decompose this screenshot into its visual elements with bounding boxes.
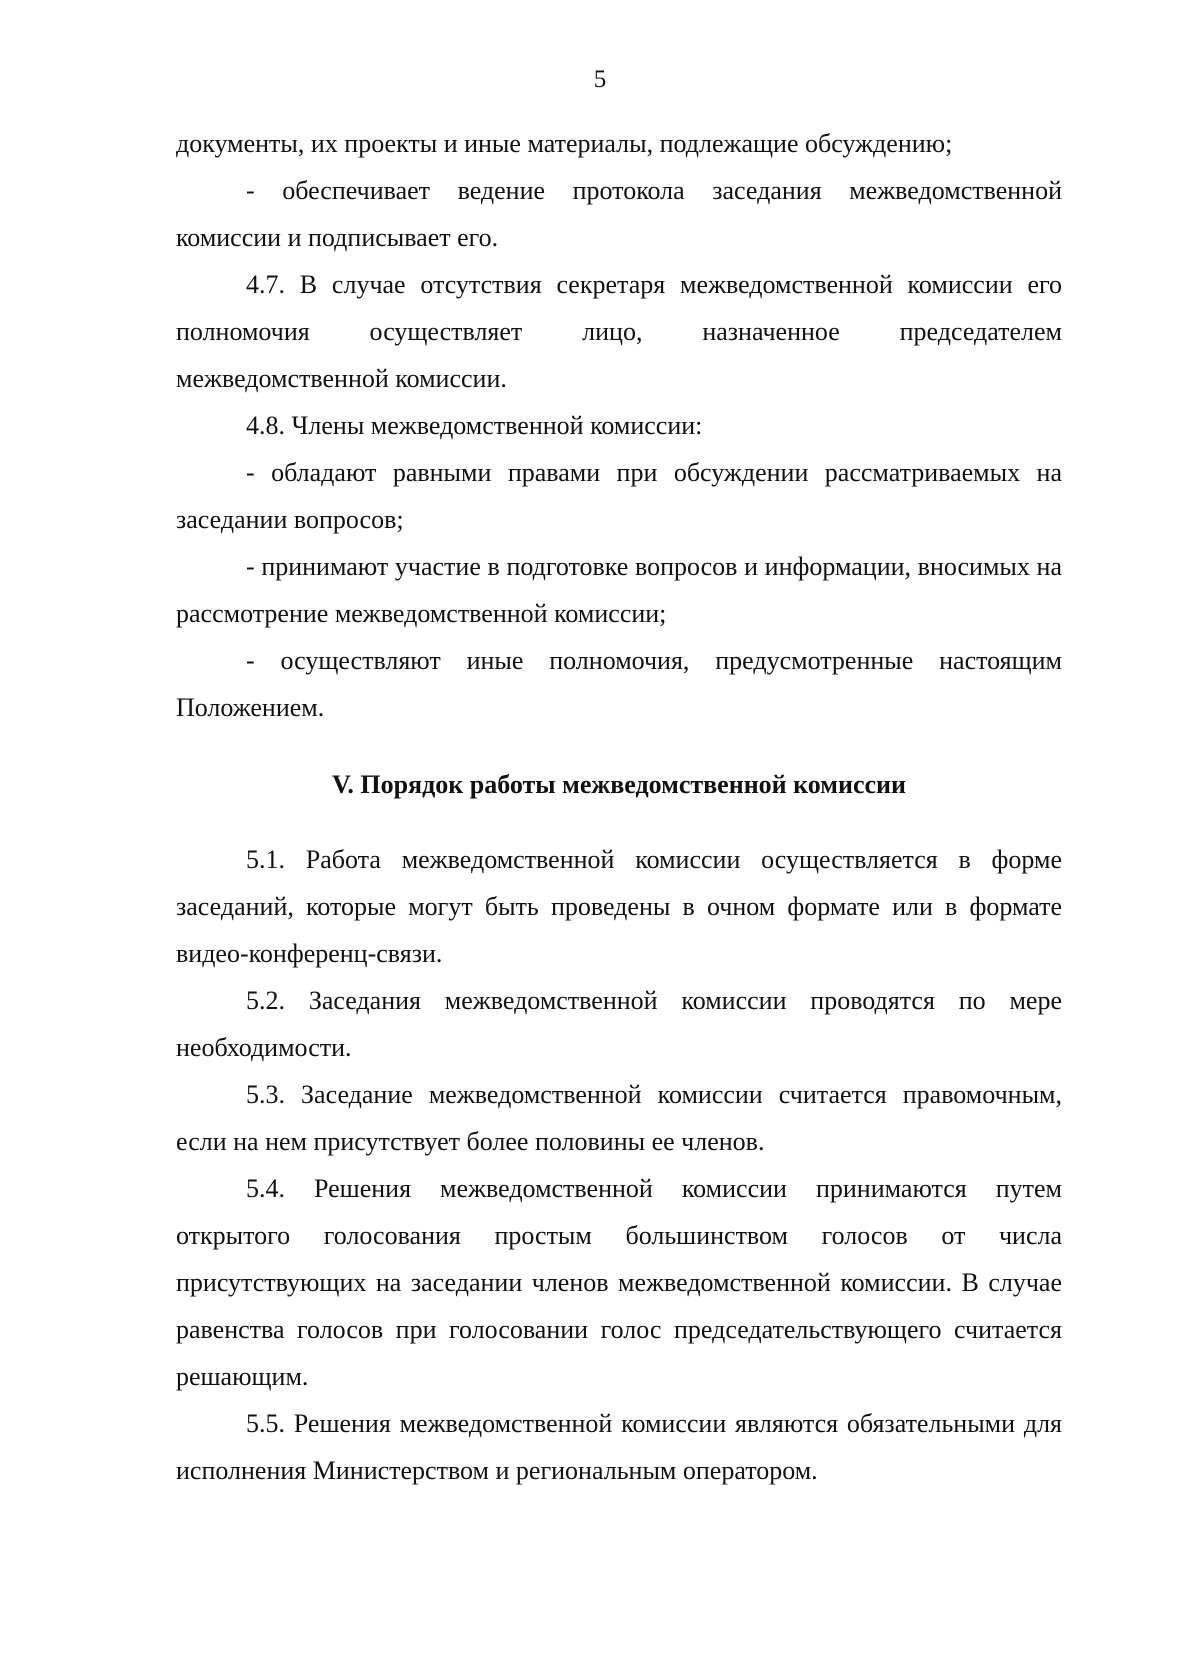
- document-body: [176, 120, 1062, 1494]
- paragraph: - осуществляют иные полномочия, предусмотренные настоящим Положением.: [176, 646, 1062, 722]
- paragraph: 5.1. Работа межведомственной комиссии осуществляется в форме заседаний, которые могут быть проведены в очном формате или в формате видео-конференц-связи.: [176, 845, 1062, 968]
- paragraph: - принимают участие в подготовке вопросов и информации, вносимых на рассмотрение межведомственной комиссии;: [176, 552, 1062, 628]
- paragraph: 5.4. Решения межведомственной комиссии принимаются путем открытого голосования простым большинством голосов от числа присутствующих на заседании членов межведомственной комиссии. В случае равенства голосов при голосовании голос председательствующего считается решающим.: [176, 1174, 1062, 1391]
- paragraph: 5.5. Решения межведомственной комиссии являются обязательными для исполнения Министерством и региональным оператором.: [176, 1409, 1062, 1485]
- paragraph: 4.8. Члены межведомственной комиссии:: [246, 411, 703, 440]
- paragraph: 5.3. Заседание межведомственной комиссии считается правомочным, если на нем присутствует более половины ее членов.: [176, 1080, 1062, 1156]
- paragraph: - обеспечивает ведение протокола заседания межведомственной комиссии и подписывает его.: [176, 176, 1062, 252]
- paragraph: - обладают равными правами при обсуждении рассматриваемых на заседании вопросов;: [176, 458, 1062, 534]
- paragraph: 4.7. В случае отсутствия секретаря межведомственной комиссии его полномочия осуществляет лицо, назначенное председателем межведомственной комиссии.: [176, 270, 1062, 393]
- paragraph: документы, их проекты и иные материалы, подлежащие обсуждению;: [176, 129, 953, 158]
- page-number: 5: [593, 66, 607, 93]
- paragraph: 5.2. Заседания межведомственной комиссии проводятся по мере необходимости.: [176, 986, 1062, 1062]
- section-heading: V. Порядок работы межведомственной комиссии: [331, 770, 907, 799]
